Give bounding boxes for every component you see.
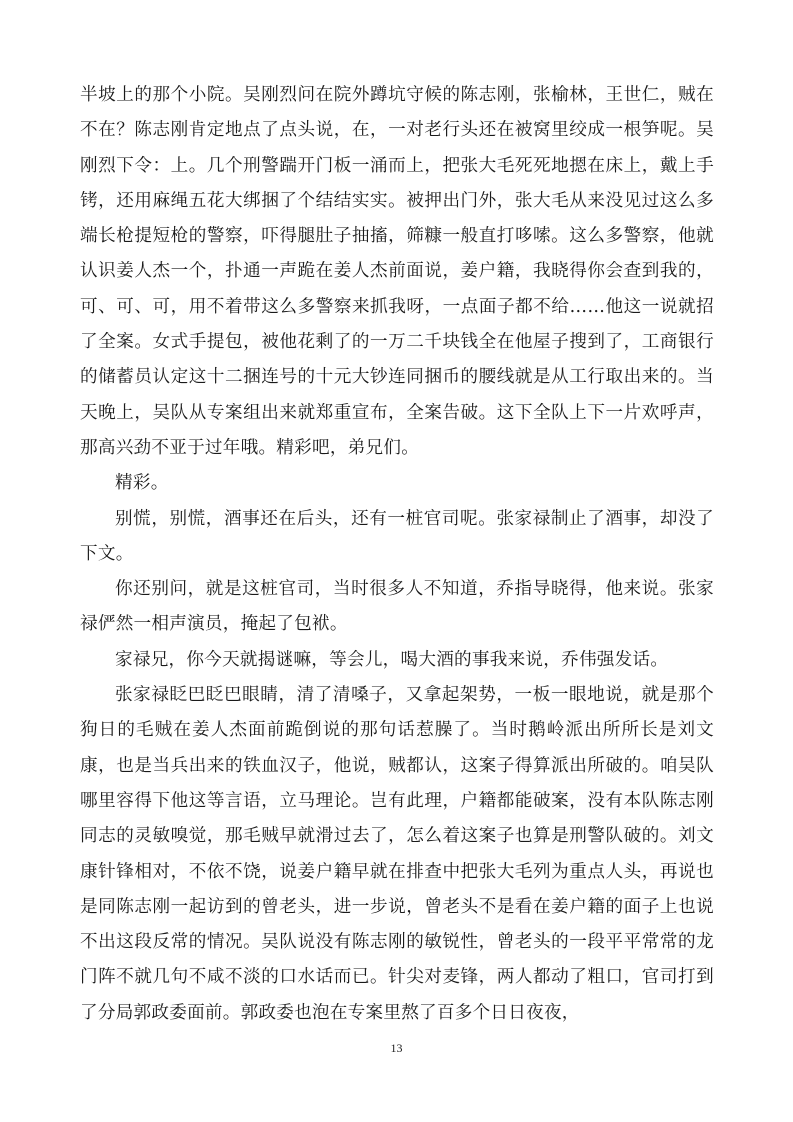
paragraph-5: 家禄兄，你今天就揭谜嘛，等会儿，喝大酒的事我来说，乔伟强发话。 (115, 649, 669, 670)
paragraph-6: 张家禄眨巴眨巴眼睛，清了清嗓子，又拿起架势，一板一眼地说，就是那个狗日的毛贼在姜人杰面前跪倒说的那句话惹臊了。当时鹅岭派出所所长是刘文康，也是当兵出来的铁血汉子，他说，贼都认，这案子得算派出所破的。咱吴队哪里容得下他这等言语，立马理论。岂有此理，户籍都能破案，没有本队陈志刚同志的灵敏嗅觉，那毛贼早就滑过去了，怎么着这案子也算是刑警队破的。刘文康针锋相对，不依不饶，说姜户籍早就在排查中把张大毛列为重点人头，再说也是同陈志刚一起访到的曾老头，进一步说，曾老头不是看在姜户籍的面子上也说不出这段反常的情况。吴队说没有陈志刚的敏锐性，曾老头的一段平平常常的龙门阵不就几句不咸不淡的口水话而已。针尖对麦锋，两人都动了粗口，官司打到了分局郭政委面前。郭政委也泡在专案里熬了百多个日日夜夜， (80, 685, 714, 1023)
paragraph-4: 你还别问，就是这桩官司，当时很多人不知道，乔指导晓得，他来说。张家禄俨然一相声演员，掩起了包袱。 (80, 579, 714, 635)
document-page (80, 78, 714, 1031)
paragraph-3: 别慌，别慌，酒事还在后头，还有一桩官司呢。张家禄制止了酒事，却没了下文。 (80, 508, 714, 564)
paragraph-1: 半坡上的那个小院。吴刚烈问在院外蹲坑守候的陈志刚，张榆林，王世仁，贼在不在？陈志刚肯定地点了点头说，在，一对老行头还在被窝里绞成一根笋呢。吴刚烈下令：上。几个刑警踹开门板一涌而上，把张大毛死死地摁在床上，戴上手铐，还用麻绳五花大绑捆了个结结实实。被押出门外，张大毛从来没见过这么多端长枪提短枪的警察，吓得腿肚子抽搐，筛糠一般直打哆嗦。这么多警察，他就认识姜人杰一个，扑通一声跪在姜人杰前面说，姜户籍，我晓得你会查到我的，可、可、可，用不着带这么多警察来抓我呀，一点面子都不给……他这一说就招了全案。女式手提包，被他花剩了的一万二千块钱全在他屋子搜到了，工商银行的储蓄员认定这十二捆连号的十元大钞连同捆币的腰线就是从工行取出来的。当天晚上，吴队从专案组出来就郑重宣布，全案告破。这下全队上下一片欢呼声，那高兴劲不亚于过年哦。精彩吧，弟兄们。 (80, 85, 714, 458)
paragraph-2: 精彩。 (115, 473, 169, 494)
page-number: 13 (390, 1041, 403, 1055)
